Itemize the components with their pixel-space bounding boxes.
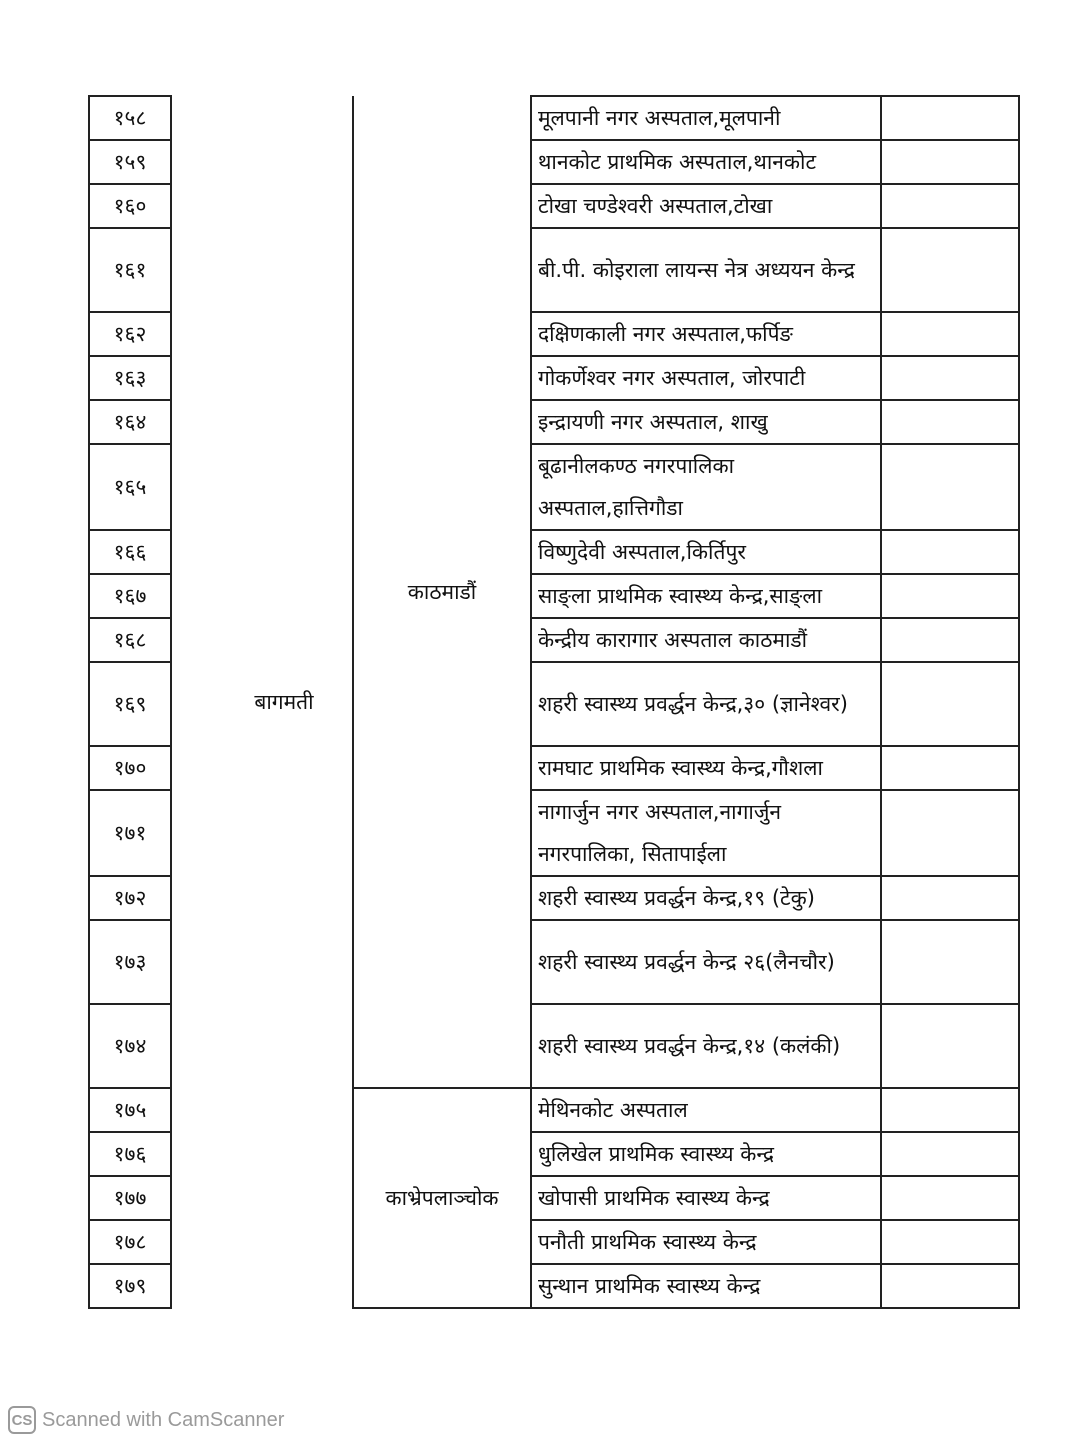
serial-number: १५९ (89, 140, 171, 184)
facility-name: शहरी स्वास्थ्य प्रवर्द्धन केन्द्र २६(लैनचौर) (531, 920, 881, 1004)
blank-cell (881, 444, 1019, 530)
serial-number: १६७ (89, 574, 171, 618)
blank-cell (881, 790, 1019, 876)
serial-number: १७८ (89, 1220, 171, 1264)
serial-number: १६६ (89, 530, 171, 574)
blank-cell (881, 1176, 1019, 1220)
blank-cell (881, 662, 1019, 746)
facility-name: शहरी स्वास्थ्य प्रवर्द्धन केन्द्र,३० (ज्ञानेश्वर) (531, 662, 881, 746)
serial-number: १६५ (89, 444, 171, 530)
facility-name: इन्द्रायणी नगर अस्पताल, शाखु (531, 400, 881, 444)
serial-number: १६८ (89, 618, 171, 662)
blank-cell (881, 876, 1019, 920)
province-cell: बागमती (216, 96, 353, 1308)
serial-number: १६० (89, 184, 171, 228)
watermark-text: Scanned with CamScanner (42, 1408, 285, 1431)
serial-number: १६९ (89, 662, 171, 746)
serial-number: १६२ (89, 312, 171, 356)
camscanner-logo-icon: CS (8, 1406, 36, 1434)
serial-number: १५८ (89, 96, 171, 140)
facility-name: बूढानीलकण्ठ नगरपालिका अस्पताल,हात्तिगौडा (531, 444, 881, 530)
serial-number: १७७ (89, 1176, 171, 1220)
facility-name: सुन्थान प्राथमिक स्वास्थ्य केन्द्र (531, 1264, 881, 1308)
blank-cell (881, 312, 1019, 356)
facility-name: नागार्जुन नगर अस्पताल,नागार्जुन नगरपालिका, सितापाईला (531, 790, 881, 876)
facility-name: रामघाट प्राथमिक स्वास्थ्य केन्द्र,गौशला (531, 746, 881, 790)
table-row (89, 96, 1019, 140)
camscanner-watermark (8, 1405, 284, 1435)
blank-cell (881, 356, 1019, 400)
facility-name: शहरी स्वास्थ्य प्रवर्द्धन केन्द्र,१४ (कलंकी) (531, 1004, 881, 1088)
blank-cell (881, 746, 1019, 790)
facility-name: केन्द्रीय कारागार अस्पताल काठमाडौं (531, 618, 881, 662)
serial-number: १७२ (89, 876, 171, 920)
hospital-list-table (88, 95, 1020, 1309)
facility-name: शहरी स्वास्थ्य प्रवर्द्धन केन्द्र,१९ (टेकु) (531, 876, 881, 920)
district-cell: काठमाडौं (353, 96, 531, 1088)
district-cell: काभ्रेपलाञ्चोक (353, 1088, 531, 1308)
facility-name: साङ्ला प्राथमिक स्वास्थ्य केन्द्र,साङ्ला (531, 574, 881, 618)
blank-cell (881, 228, 1019, 312)
blank-cell (881, 1088, 1019, 1132)
facility-name: विष्णुदेवी अस्पताल,किर्तिपुर (531, 530, 881, 574)
blank-cell (881, 574, 1019, 618)
facility-name: पनौती प्राथमिक स्वास्थ्य केन्द्र (531, 1220, 881, 1264)
blank-cell (881, 530, 1019, 574)
blank-cell (881, 184, 1019, 228)
serial-number: १६१ (89, 228, 171, 312)
blank-cell (881, 1132, 1019, 1176)
blank-cell (881, 96, 1019, 140)
blank-cell (881, 618, 1019, 662)
facility-name: टोखा चण्डेश्वरी अस्पताल,टोखा (531, 184, 881, 228)
facility-name: दक्षिणकाली नगर अस्पताल,फर्पिङ (531, 312, 881, 356)
serial-number: १७३ (89, 920, 171, 1004)
blank-cell (881, 400, 1019, 444)
serial-number: १७४ (89, 1004, 171, 1088)
blank-cell (881, 1004, 1019, 1088)
facility-name: खोपासी प्राथमिक स्वास्थ्य केन्द्र (531, 1176, 881, 1220)
facility-name: थानकोट प्राथमिक अस्पताल,थानकोट (531, 140, 881, 184)
serial-number: १७९ (89, 1264, 171, 1308)
facility-name: धुलिखेल प्राथमिक स्वास्थ्य केन्द्र (531, 1132, 881, 1176)
serial-number: १६३ (89, 356, 171, 400)
facility-name: बी.पी. कोइराला लायन्स नेत्र अध्ययन केन्द्र (531, 228, 881, 312)
column-gap (171, 96, 216, 1308)
serial-number: १७१ (89, 790, 171, 876)
serial-number: १७६ (89, 1132, 171, 1176)
blank-cell (881, 1264, 1019, 1308)
blank-cell (881, 1220, 1019, 1264)
serial-number: १७० (89, 746, 171, 790)
blank-cell (881, 140, 1019, 184)
facility-name: मूलपानी नगर अस्पताल,मूलपानी (531, 96, 881, 140)
facility-name: मेथिनकोट अस्पताल (531, 1088, 881, 1132)
serial-number: १७५ (89, 1088, 171, 1132)
serial-number: १६४ (89, 400, 171, 444)
facility-name: गोकर्णेश्वर नगर अस्पताल, जोरपाटी (531, 356, 881, 400)
blank-cell (881, 920, 1019, 1004)
